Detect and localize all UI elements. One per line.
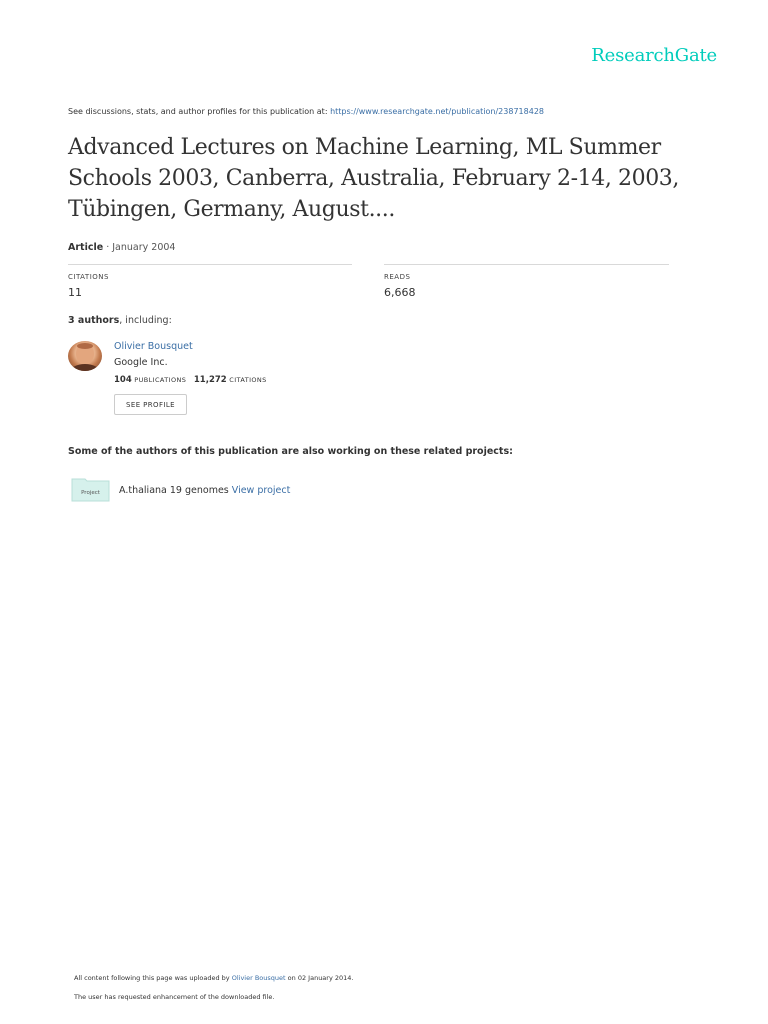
project-item (119, 485, 290, 496)
project-name: A.thaliana 19 genomes (119, 485, 229, 496)
reads-count: 6,668 (384, 286, 416, 299)
author-publications-label: PUBLICATIONS (134, 376, 187, 384)
authors-including: , including: (119, 315, 172, 326)
related-projects-heading: Some of the authors of this publication are also working on these related projects: (68, 446, 513, 457)
reads-divider (384, 264, 669, 265)
discussion-text: See discussions, stats, and author profiles for this publication at: (68, 107, 328, 116)
publication-meta (68, 242, 175, 253)
see-profile-button[interactable]: SEE PROFILE (114, 394, 187, 415)
publication-type: Article (68, 242, 104, 253)
publication-url-link[interactable]: https://www.researchgate.net/publication/238718428 (330, 107, 544, 116)
author-publications-count: 104 (114, 375, 132, 385)
citations-count: 11 (68, 286, 82, 299)
publication-date: · January 2004 (106, 242, 176, 253)
upload-suffix: on 02 January 2014. (287, 974, 354, 982)
author-citations-count: 11,272 (193, 375, 227, 385)
authors-heading (68, 315, 172, 326)
uploader-link[interactable]: Olivier Bousquet (231, 974, 286, 982)
author-stats (114, 375, 267, 385)
project-folder-icon[interactable] (71, 476, 110, 502)
author-name-link[interactable]: Olivier Bousquet (114, 341, 193, 352)
author-photo-icon (68, 341, 102, 371)
view-project-link[interactable]: View project (231, 485, 291, 496)
author-institution: Google Inc. (114, 357, 168, 368)
citations-divider (68, 264, 352, 265)
researchgate-logo[interactable]: ResearchGate (591, 45, 717, 66)
folder-icon (71, 476, 110, 502)
enhancement-note: The user has requested enhancement of the downloaded file. (74, 993, 275, 1001)
reads-label: READS (384, 273, 411, 281)
publication-title: Advanced Lectures on Machine Learning, ML Summer Schools 2003, Canberra, Australia, February 2-14, 2003, Tübingen, Germany, August.... (68, 135, 679, 222)
author-citations-label: CITATIONS (229, 376, 267, 384)
project-icon-label: Project (81, 490, 100, 496)
upload-note (74, 974, 354, 982)
upload-prefix: All content following this page was uploaded by (74, 974, 230, 982)
authors-count: 3 authors (68, 315, 120, 326)
citations-label: CITATIONS (68, 273, 109, 281)
discussion-line (68, 107, 544, 116)
avatar[interactable] (68, 341, 102, 371)
